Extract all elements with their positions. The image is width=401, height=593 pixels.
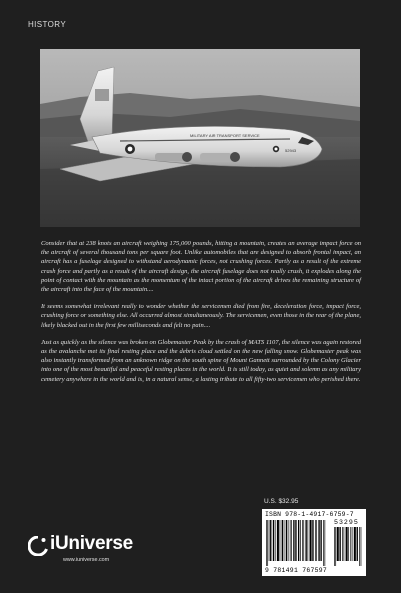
blurb-paragraph-1: Consider that at 238 knots an aircraft weighing 175,000 pounds, hitting a mountain, creates an average impact force on the aircraft of several thousand tons per square foot. Unlike automobiles that are designed to absorb frontal impact, an aircraft has a fuselage designed to withstand aerodynamic forces, not crushing forces. Partly as a result of the extreme crash force and partly as a result of the aircraft design, the aircraft fuselage does not really crush, it explodes along the point of contact with the mountain as the momentum of the intact portion of the aircraft drives the remaining structure of the aircraft into the face of the mountain.... xyxy=(41,240,361,294)
publisher-name: iUniverse xyxy=(50,533,133,554)
price-supplement-code: 53295 xyxy=(334,519,359,526)
iuniverse-logo-icon xyxy=(28,536,48,556)
ean-digits: 9 781491 767597 xyxy=(265,567,328,574)
blurb-paragraph-3: Just as quickly as the silence was broken on Globemaster Peak by the crash of MATS 1107, the silence was again restored as the avalanche met its final resting place and the debris cloud settled on the new falling snow. Globemaster peak was also instantly transformed from an unknown ridge on the south spine of Mount Gannett surrounded by the Colony Glacier into one of the most beautiful and peaceful resting places in the world. It is still today, as quiet and solemn as any military cemetery anywhere in the world and is, in a natural sense, a lasting tribute to all fifty-two servicemen who perished there. xyxy=(41,338,362,383)
tail-number: 52943 xyxy=(285,148,297,153)
category-label: HISTORY xyxy=(28,20,67,29)
isbn-text: ISBN 978-1-4917-6759-7 xyxy=(265,511,354,518)
price-label: U.S. $32.95 xyxy=(264,498,299,505)
svg-text:MILITARY AIR TRANSPORT SERVICE: MILITARY AIR TRANSPORT SERVICE xyxy=(190,133,260,138)
supplement-barcode-bars xyxy=(334,527,362,566)
publisher-url: www.iuniverse.com xyxy=(63,557,110,563)
back-cover-blurb xyxy=(41,239,361,392)
blurb-paragraph-2: It seems somewhat irrelevant really to wonder whether the servicemen died from fire, deceleration force, impact force, crushing force or something else. All occurred almost simultaneously. The servicemen, even those in the rear of the plane, likely blacked out in the first few milliseconds and felt no pain.... xyxy=(41,303,361,329)
publisher-logo xyxy=(28,533,133,563)
isbn-barcode xyxy=(262,509,366,576)
ean-barcode-bars xyxy=(266,520,332,566)
aircraft-photo xyxy=(40,49,360,227)
